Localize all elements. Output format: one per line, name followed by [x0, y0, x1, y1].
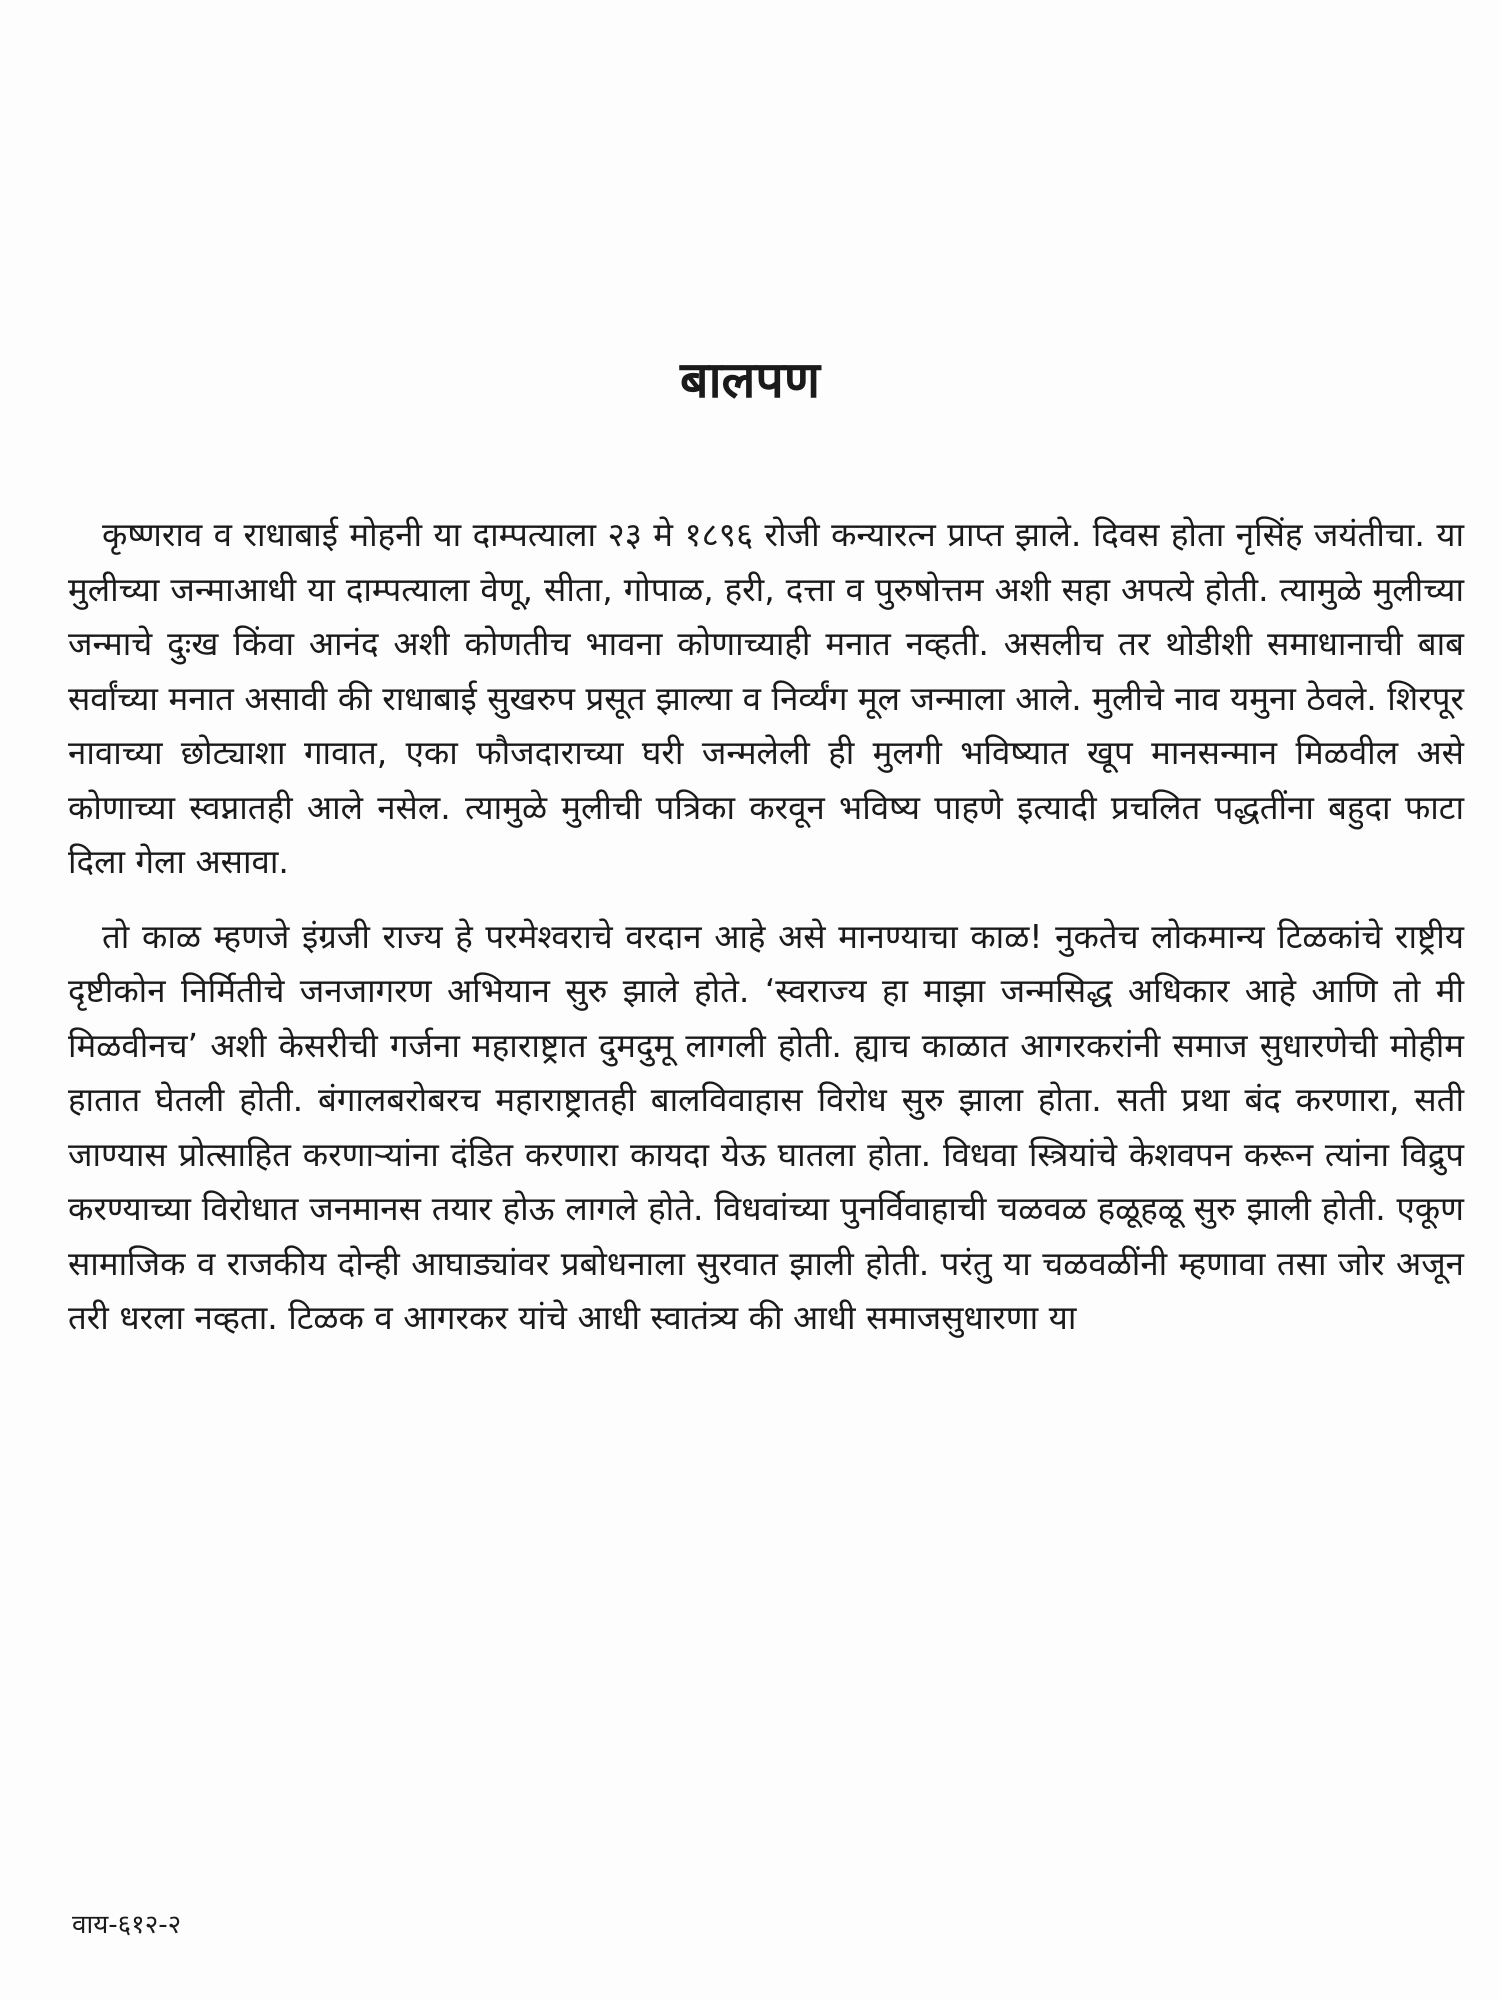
paragraph-1: कृष्णराव व राधाबाई मोहनी या दाम्पत्याला २३ मे १८९६ रोजी कन्यारत्न प्राप्त झाले. दिवस होता नृसिंह जयंतीचा. या मुलीच्या जन्माआधी या दाम्पत्याला वेणू, सीता, गोपाळ, हरी, दत्ता व पुरुषोत्तम अशी सहा अपत्ये होती. त्यामुळे मुलीच्या जन्माचे दुःख किंवा आनंद अशी कोणतीच भावना कोणाच्याही मनात नव्हती. असलीच तर थोडीशी समाधानाची बाब सर्वांच्या मनात असावी की राधाबाई सुखरुप प्रसूत झाल्या व निर्व्यंग मूल जन्माला आले. मुलीचे नाव यमुना ठेवले. शिरपूर नावाच्या छोट्याशा गावात, एका फौजदाराच्या घरी जन्मलेली ही मुलगी भविष्यात खूप मानसन्मान मिळवील असे कोणाच्या स्वप्नातही आले नसेल. त्यामुळे मुलीची पत्रिका करवून भविष्य पाहणे इत्यादी प्रचलित पद्धतींना बहुदा फाटा दिला गेला असावा.	[68, 515, 1464, 881]
chapter-title: बालपण	[680, 351, 820, 409]
page-number: वाय-६१२-२	[72, 1910, 182, 1940]
body-text	[68, 508, 1464, 1346]
paragraph-2: तो काळ म्हणजे इंग्रजी राज्य हे परमेश्वराचे वरदान आहे असे मानण्याचा काळ! नुकतेच लोकमान्य टिळकांचे राष्ट्रीय दृष्टीकोन निर्मितीचे जनजागरण अभियान सुरु झाले होते. ‘स्वराज्य हा माझा जन्मसिद्ध अधिकार आहे आणि तो मी मिळवीनच’ अशी केसरीची गर्जना महाराष्ट्रात दुमदुमू लागली होती. ह्याच काळात आगरकरांनी समाज सुधारणेची मोहीम हातात घेतली होती. बंगालबरोबरच महाराष्ट्रातही बालविवाहास विरोध सुरु झाला होता. सती प्रथा बंद करणारा, सती जाण्यास प्रोत्साहित करणाऱ्यांना दंडित करणारा कायदा येऊ घातला होता. विधवा स्त्रियांचे केशवपन करून त्यांना विद्रुप करण्याच्या विरोधात जनमानस तयार होऊ लागले होते. विधवांच्या पुनर्विवाहाची चळवळ हळूहळू सुरु झाली होती. एकूण सामाजिक व राजकीय दोन्ही आघाड्यांवर प्रबोधनाला सुरवात झाली होती. परंतु या चळवळींनी म्हणावा तसा जोर अजून तरी धरला नव्हता. टिळक व आगरकर यांचे आधी स्वातंत्र्य की आधी समाजसुधारणा या	[68, 916, 1464, 1337]
